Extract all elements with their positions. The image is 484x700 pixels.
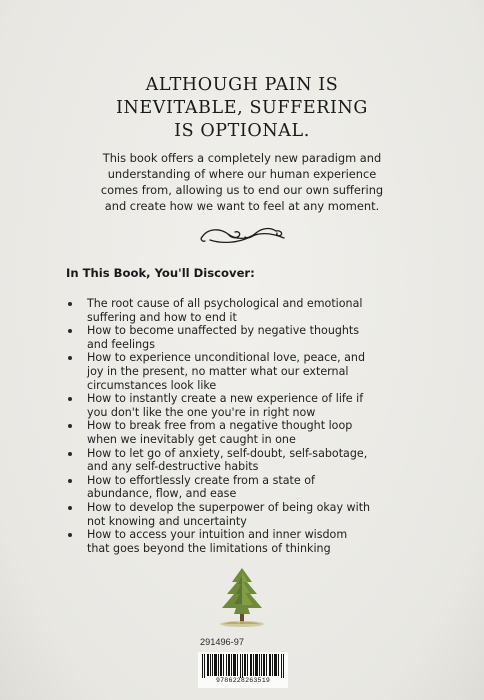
intro-line: This book offers a completely new paradigm and (102, 151, 382, 165)
intro-line: comes from, allowing us to end our own suffering (100, 183, 384, 197)
intro-line: and create how we want to feel at any moment. (104, 199, 380, 213)
list-item-line: How to develop the superpower of being okay with (87, 500, 371, 514)
list-item (64, 501, 434, 528)
product-code: 291496-97 (200, 637, 244, 647)
list-item (64, 528, 434, 555)
list-item-line: and any self-destructive habits (87, 460, 259, 474)
intro-paragraph (66, 150, 418, 214)
list-item-line: How to instantly create a new experience of life if (87, 392, 364, 406)
list-item (64, 474, 434, 501)
barcode-bars (201, 654, 285, 678)
list-item-line: How to effortlessly create from a state of (87, 473, 315, 487)
list-item-line: How to experience unconditional love, peace, and (87, 351, 365, 365)
list-item-line: and feelings (87, 337, 155, 351)
list-item (64, 297, 434, 324)
list-item-line: How to access your intuition and inner wisdom (87, 528, 348, 542)
headline-line: IS OPTIONAL. (174, 121, 310, 141)
list-item-line: abundance, flow, and ease (87, 487, 237, 501)
list-item-line: circumstances look like (87, 378, 217, 392)
list-item (64, 447, 434, 474)
list-item (64, 419, 434, 446)
list-item-line: you don't like the one you're in right now (87, 405, 316, 419)
pine-tree-icon (212, 566, 272, 628)
list-item-line: The root cause of all psychological and emotional (87, 297, 363, 310)
list-item-line: How to break free from a negative thought loop (87, 419, 353, 433)
flourish-ornament-icon (198, 222, 288, 248)
discover-list (64, 297, 434, 555)
intro-line: understanding of where our human experience (107, 167, 377, 181)
list-item-line: suffering and how to end it (87, 310, 237, 324)
list-item-line: How to become unaffected by negative thoughts (87, 324, 360, 338)
headline-line: ALTHOUGH PAIN IS (145, 75, 339, 95)
headline-line: INEVITABLE, SUFFERING (115, 98, 369, 118)
list-item (64, 324, 434, 351)
barcode (198, 652, 288, 688)
list-item (64, 351, 434, 392)
list-item-line: when we inevitably get caught in one (87, 432, 296, 446)
list-item (64, 392, 434, 419)
barcode-number: 9786228263519 (215, 677, 271, 684)
headline (60, 74, 424, 143)
list-item-line: not knowing and uncertainty (87, 514, 247, 528)
discover-heading: In This Book, You'll Discover: (66, 266, 255, 280)
list-item-line: joy in the present, no matter what our external (87, 364, 349, 378)
list-item-line: How to let go of anxiety, self-doubt, self-sabotage, (87, 446, 368, 460)
list-item-line: that goes beyond the limitations of thinking (87, 541, 331, 555)
